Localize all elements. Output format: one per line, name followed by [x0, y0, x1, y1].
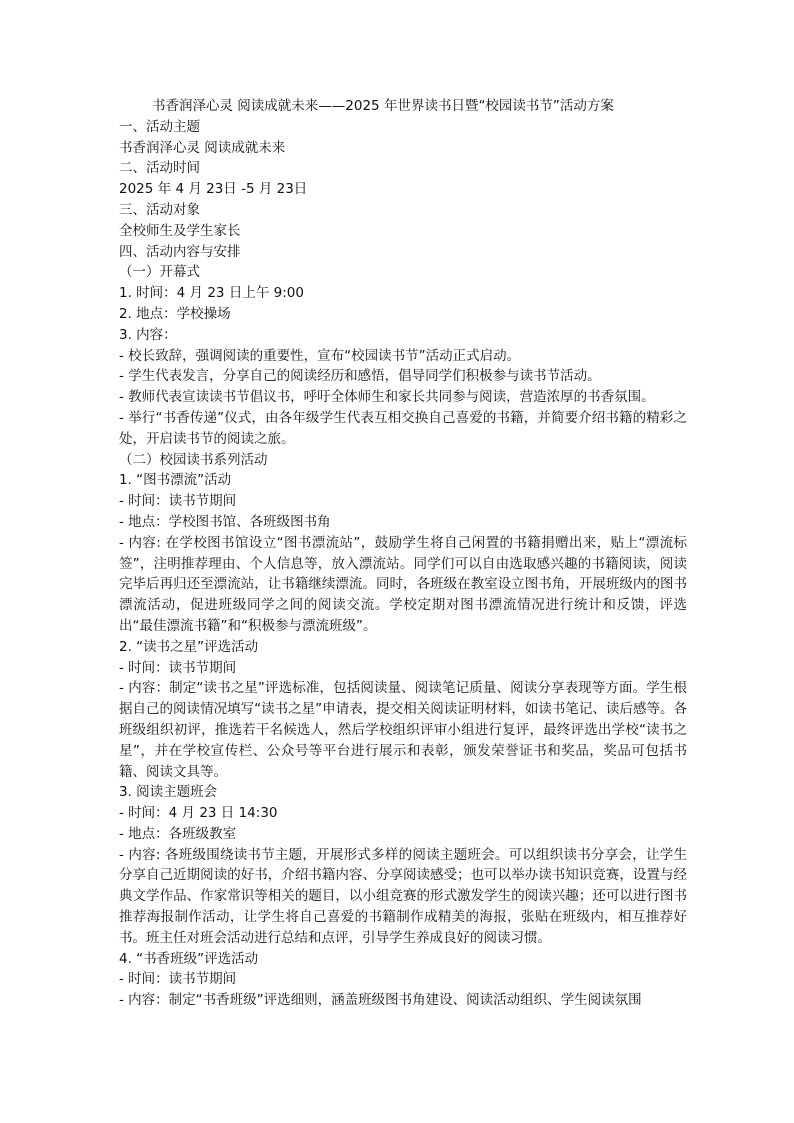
opening-item-book-passing: - 举行“书香传递”仪式，由各年级学生代表互相交换自己喜爱的书籍，并简要介绍书籍的精彩之处，开启读书节的阅读之旅。 [119, 409, 687, 447]
activity-class-meeting-title: 3. 阅读主题班会 [119, 784, 218, 801]
section-heading-time: 二、活动时间 [119, 160, 200, 177]
document-body [119, 96, 687, 1011]
section-heading-theme: 一、活动主题 [119, 118, 200, 135]
opening-location: 2. 地点：学校操场 [119, 305, 231, 322]
activity-scholarly-class-content: - 内容：制定“书香班级”评选细则，涵盖班级图书角建设、阅读活动组织、学生阅读氛围 [119, 992, 642, 1009]
activity-class-meeting-content: - 内容: 各班级围绕读书节主题，开展形式多样的阅读主题班会。可以组织读书分享会，让学生分享自己近期阅读的好书，介绍书籍内容、分享阅读感受；也可以举办读书知识竞赛，设置与经典文学作品、作家常识等相关的题目，以小组竞赛的形式激发学生的阅读兴趣；还可以进行图书推荐海报制作活动，让学生将自己喜爱的书籍制作成精美的海报，张贴在班级内，相互推荐好书。班主任对班会活动进行总结和点评，引导学生养成良好的阅读习惯。 [119, 846, 687, 946]
opening-item-teacher: - 教师代表宣读读书节倡议书，呼吁全体师生和家长共同参与阅读，营造浓厚的书香氛围。 [119, 389, 655, 406]
section-heading-content: 四、活动内容与安排 [119, 243, 241, 260]
activity-class-meeting-time: - 时间：4 月 23 日 14:30 [119, 805, 278, 822]
activity-reading-star-title: 2. “读书之星”评选活动 [119, 638, 259, 655]
activity-reading-star-time: - 时间：读书节期间 [119, 659, 237, 676]
section-heading-audience: 三、活动对象 [119, 201, 200, 218]
time-text: 2025 年 4 月 23日 -5 月 23日 [119, 181, 308, 198]
activity-reading-star-content: - 内容：制定“读书之星”评选标准，包括阅读量、阅读笔记质量、阅读分享表现等方面。学生根据自己的阅读情况填写“读书之星”申请表，提交相关阅读证明材料，如读书笔记、读后感等。各班级组织初评，推选若干名候选人，然后学校组织评审小组进行复评，最终评选出学校“读书之星”，并在学校宣传栏、公众号等平台进行展示和表彰，颁发荣誉证书和奖品，奖品可包括书籍、阅读文具等。 [119, 680, 687, 780]
subsection-reading-activities: （二）校园读书系列活动 [119, 451, 268, 468]
activity-book-drift-time: - 时间：读书节期间 [119, 493, 237, 510]
opening-item-student: - 学生代表发言，分享自己的阅读经历和感悟，倡导同学们积极参与读书节活动。 [119, 368, 601, 385]
opening-time: 1. 时间：4 月 23 日上午 9:00 [119, 285, 304, 302]
opening-content-label: 3. 内容： [119, 326, 177, 343]
activity-book-drift-title: 1. “图书漂流”活动 [119, 472, 232, 489]
activity-book-drift-content: - 内容: 在学校图书馆设立“图书漂流站”，鼓励学生将自己闲置的书籍捐赠出来，贴上“漂流标签”，注明推荐理由、个人信息等，放入漂流站。同学们可以自由选取感兴趣的书籍阅读，阅读完毕后再归还至漂流站，让书籍继续漂流。同时，各班级在教室设立图书角，开展班级内的图书漂流活动，促进班级同学之间的阅读交流。学校定期对图书漂流情况进行统计和反馈，评选出“最佳漂流书籍”和“积极参与漂流班级”。 [119, 534, 687, 634]
activity-scholarly-class-time: - 时间：读书节期间 [119, 971, 237, 988]
activity-scholarly-class-title: 4. “书香班级”评选活动 [119, 950, 259, 967]
subsection-opening-ceremony: （一）开幕式 [119, 264, 200, 281]
activity-class-meeting-location: - 地点：各班级教室 [119, 825, 237, 842]
audience-text: 全校师生及学生家长 [119, 222, 241, 239]
activity-book-drift-location: - 地点：学校图书馆、各班级图书角 [119, 513, 331, 530]
theme-text: 书香润泽心灵 阅读成就未来 [119, 139, 286, 156]
document-title: 书香润泽心灵 阅读成就未来——2025 年世界读书日暨“校园读书节”活动方案 [152, 98, 614, 114]
opening-item-principal: - 校长致辞，强调阅读的重要性，宣布“校园读书节”活动正式启动。 [119, 347, 521, 364]
